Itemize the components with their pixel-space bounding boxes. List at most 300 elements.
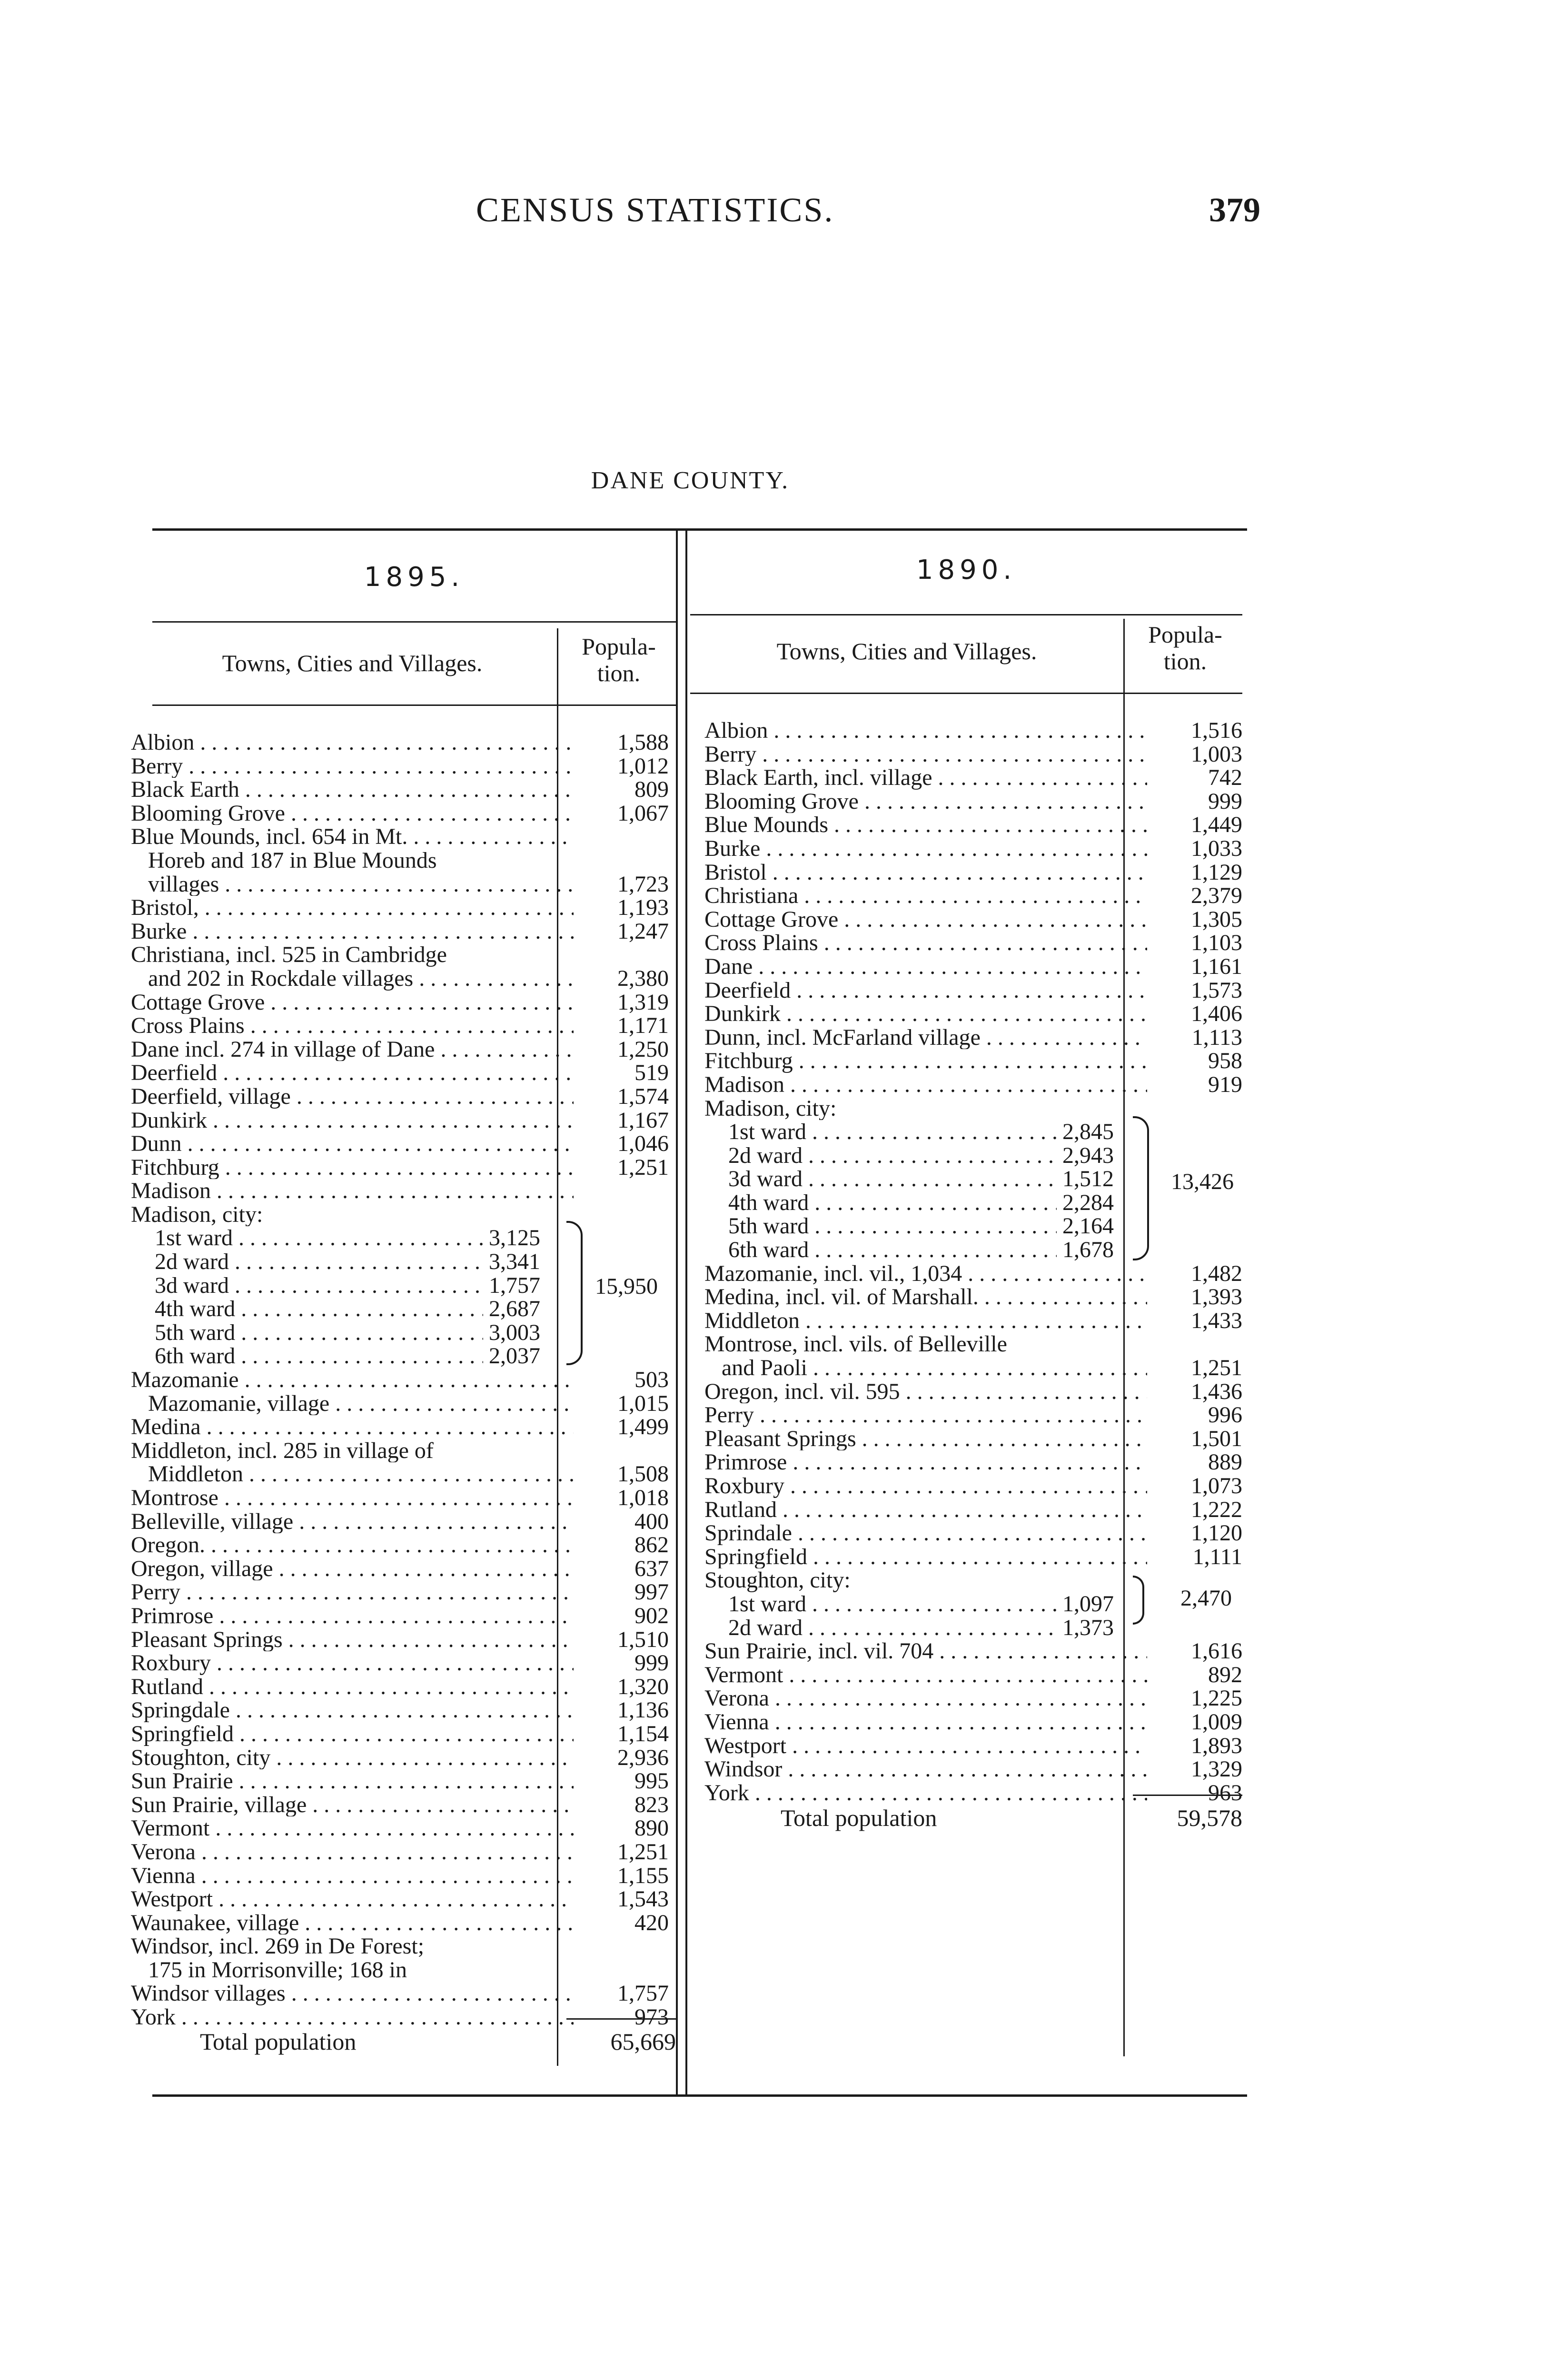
table-row xyxy=(131,1462,669,1486)
table-row xyxy=(131,1274,669,1298)
table-row xyxy=(704,1238,1242,1262)
table-row xyxy=(131,1179,669,1203)
row-population: 1,171 xyxy=(617,1014,669,1038)
year-1890: 1890. xyxy=(916,555,1017,585)
row-name: Black Earth . . . xyxy=(131,778,574,802)
running-head: CENSUS STATISTICS. xyxy=(476,191,834,229)
page-number: 379 xyxy=(1209,191,1260,229)
table-row xyxy=(704,1191,1242,1215)
row-population: 999 xyxy=(634,1651,669,1675)
row-population: 1,516 xyxy=(1191,719,1242,743)
right-madison-total: 13,426 xyxy=(1171,1169,1234,1194)
table-row xyxy=(131,754,669,778)
row-population: 1,251 xyxy=(1191,1356,1242,1380)
row-name: 2d ward . . . xyxy=(131,1250,483,1274)
row-population: 1,543 xyxy=(617,1887,669,1911)
table-row xyxy=(131,1439,669,1463)
table-row xyxy=(704,1403,1242,1427)
row-population: 1,320 xyxy=(617,1675,669,1699)
row-name: Middleton . . . xyxy=(131,1462,574,1486)
row-name: Pleasant Springs . . . xyxy=(704,1427,1147,1451)
row-population: 1,225 xyxy=(1191,1686,1242,1710)
row-name: Blooming Grove . . . xyxy=(704,790,1147,813)
row-name: Perry . . . xyxy=(131,1580,574,1604)
row-name: Windsor . . . xyxy=(704,1757,1147,1781)
center-double-rule-b xyxy=(685,528,687,2094)
row-population: 1,893 xyxy=(1191,1734,1242,1758)
table-row xyxy=(704,1120,1242,1144)
row-name: Fitchburg . . . xyxy=(131,1156,574,1180)
row-population: 1,251 xyxy=(617,1840,669,1864)
row-population: 1,393 xyxy=(1191,1285,1242,1309)
row-name: Horeb and 187 in Blue Mounds xyxy=(148,848,437,873)
row-population: 1,161 xyxy=(1191,954,1242,979)
row-population: 1,329 xyxy=(1191,1757,1242,1781)
row-population: 1,406 xyxy=(1191,1002,1242,1026)
row-population: 919 xyxy=(1208,1072,1242,1097)
row-name: Deerfield, village . . . xyxy=(131,1085,574,1109)
row-name: Belleville, village . . . xyxy=(131,1510,574,1534)
table-row xyxy=(704,1757,1242,1781)
table-row xyxy=(704,1049,1242,1073)
row-population: 862 xyxy=(634,1533,669,1557)
table-row xyxy=(704,1262,1242,1286)
row-population: 1,015 xyxy=(617,1391,669,1416)
row-name: 6th ward . . . xyxy=(704,1238,1057,1262)
row-name: Pleasant Springs . . . xyxy=(131,1628,574,1652)
left-madison-total: 15,950 xyxy=(595,1274,658,1299)
row-population: 1,012 xyxy=(617,754,669,778)
row-name: Oregon, village . . . xyxy=(131,1557,574,1581)
table-row xyxy=(704,1144,1242,1168)
row-name: 4th ward . . . xyxy=(704,1191,1057,1215)
row-population: 1,433 xyxy=(1191,1309,1242,1333)
row-population: 1,155 xyxy=(617,1864,669,1888)
row-population: 1,018 xyxy=(617,1486,669,1510)
table-row xyxy=(131,1368,669,1392)
row-population: 637 xyxy=(634,1557,669,1581)
ward-population: 1,757 xyxy=(489,1273,540,1298)
table-row xyxy=(704,1002,1242,1026)
table-row xyxy=(131,1109,669,1132)
row-name: Berry . . . xyxy=(704,743,1147,766)
row-population: 1,510 xyxy=(617,1627,669,1652)
row-population: 1,003 xyxy=(1191,742,1242,766)
row-population: 1,723 xyxy=(617,872,669,896)
row-population: 958 xyxy=(1208,1049,1242,1073)
table-row xyxy=(704,1781,1242,1805)
row-population: 1,319 xyxy=(617,990,669,1014)
table-row xyxy=(704,1427,1242,1451)
row-population: 1,251 xyxy=(617,1155,669,1180)
row-population: 997 xyxy=(634,1580,669,1604)
row-name: Primrose . . . xyxy=(131,1604,574,1628)
row-name: Madison, city: xyxy=(131,1202,263,1227)
row-population: 1,167 xyxy=(617,1108,669,1132)
row-population: 1,120 xyxy=(1191,1521,1242,1545)
row-name: Montrose . . . xyxy=(131,1486,574,1510)
row-name: Rutland . . . xyxy=(131,1675,574,1699)
row-name: Roxbury . . . xyxy=(704,1474,1147,1498)
row-name: Perry . . . xyxy=(704,1403,1147,1427)
row-name: Sun Prairie . . . xyxy=(131,1769,574,1793)
table-row xyxy=(131,1132,669,1156)
table-row xyxy=(131,1486,669,1510)
row-population: 1,616 xyxy=(1191,1639,1242,1663)
row-name: Windsor, incl. 269 in De Forest; xyxy=(131,1934,425,1958)
table-row xyxy=(131,2005,669,2029)
table-row xyxy=(704,1356,1242,1380)
right-total-value: 59,578 xyxy=(1177,1805,1242,1831)
ward-population: 2,164 xyxy=(1062,1214,1114,1239)
row-population: 1,247 xyxy=(617,919,669,943)
row-name: 3d ward . . . xyxy=(704,1167,1057,1191)
table-row xyxy=(704,1309,1242,1333)
row-name: Mazomanie, incl. vil., 1,034 . . . xyxy=(704,1262,1147,1286)
row-population: 1,588 xyxy=(617,731,669,754)
row-population: 1,222 xyxy=(1191,1497,1242,1522)
row-name: Oregon. . . . xyxy=(131,1533,574,1557)
ward-population: 1,097 xyxy=(1062,1592,1114,1616)
table-row xyxy=(131,1675,669,1699)
table-row xyxy=(704,1097,1242,1121)
row-population: 1,154 xyxy=(617,1722,669,1746)
table-row xyxy=(131,1203,669,1227)
table-row xyxy=(704,766,1242,790)
table-row xyxy=(131,1840,669,1864)
row-population: 2,936 xyxy=(617,1745,669,1770)
row-population: 1,250 xyxy=(617,1037,669,1061)
right-col-pop-header: Popula-tion. xyxy=(1148,621,1222,674)
table-row xyxy=(704,1332,1242,1356)
row-name: Primrose . . . xyxy=(704,1450,1147,1474)
table-row xyxy=(131,1604,669,1628)
row-name: Berry . . . xyxy=(131,754,574,778)
row-name: Vienna . . . xyxy=(704,1710,1147,1734)
row-name: Springfield . . . xyxy=(131,1722,574,1746)
row-name: Cross Plains . . . xyxy=(704,931,1147,955)
left-header-rule xyxy=(152,621,676,623)
table-row xyxy=(704,1734,1242,1758)
row-name: Black Earth, incl. village . . . xyxy=(704,766,1147,790)
right-total-label: Total population xyxy=(781,1805,937,1831)
table-row xyxy=(131,1651,669,1675)
table-row xyxy=(131,1769,669,1793)
ward-population: 2,845 xyxy=(1062,1120,1114,1144)
row-population: 1,067 xyxy=(617,801,669,825)
row-population: 1,499 xyxy=(617,1415,669,1439)
table-row xyxy=(704,1686,1242,1710)
table-row xyxy=(131,1156,669,1180)
left-madison-brace xyxy=(566,1221,583,1365)
row-population: 999 xyxy=(1208,789,1242,813)
row-name: Blue Mounds . . . xyxy=(704,813,1147,837)
right-colhead-rule xyxy=(690,693,1242,694)
row-name: Bristol, . . . xyxy=(131,896,574,920)
row-name: 2d ward . . . xyxy=(704,1616,1057,1640)
table-row xyxy=(131,1226,669,1250)
row-population: 1,103 xyxy=(1191,931,1242,955)
table-row xyxy=(131,1982,669,2005)
ward-population: 3,125 xyxy=(489,1226,540,1250)
table-row xyxy=(131,1297,669,1321)
county-title: DANE COUNTY. xyxy=(591,467,790,494)
left-rows xyxy=(131,731,669,2029)
table-row xyxy=(131,1958,669,1982)
row-name: Deerfield . . . xyxy=(704,979,1147,1002)
row-name: Dunkirk . . . xyxy=(131,1109,574,1132)
row-population: 1,449 xyxy=(1191,813,1242,837)
row-population: 1,136 xyxy=(617,1698,669,1722)
ward-population: 2,284 xyxy=(1062,1190,1114,1215)
row-population: 1,073 xyxy=(1191,1474,1242,1498)
table-row xyxy=(131,1038,669,1061)
table-row xyxy=(131,896,669,920)
row-name: Westport . . . xyxy=(131,1887,574,1911)
left-total-value: 65,669 xyxy=(610,2028,676,2055)
table-row xyxy=(704,1167,1242,1191)
table-row xyxy=(131,1392,669,1416)
row-population: 1,305 xyxy=(1191,907,1242,932)
row-population: 1,129 xyxy=(1191,860,1242,884)
row-population: 2,379 xyxy=(1191,884,1242,908)
table-row xyxy=(131,731,669,754)
row-population: 809 xyxy=(634,778,669,802)
row-name: and 202 in Rockdale villages . . . xyxy=(131,967,574,991)
row-name: Stoughton, city: xyxy=(704,1568,851,1592)
table-row xyxy=(131,920,669,943)
row-name: Dane incl. 274 in village of Dane . . . xyxy=(131,1038,574,1061)
table-row xyxy=(704,955,1242,979)
table-row xyxy=(704,1545,1242,1569)
right-col-name-header: Towns, Cities and Villages. xyxy=(776,638,1037,664)
table-row xyxy=(131,943,669,967)
table-row xyxy=(131,991,669,1014)
table-row xyxy=(704,1521,1242,1545)
table-row xyxy=(704,1616,1242,1640)
table-row xyxy=(131,967,669,991)
row-name: Burke . . . xyxy=(131,920,574,943)
row-name: Windsor villages . . . xyxy=(131,1982,574,2005)
row-name: Waunakee, village . . . xyxy=(131,1911,574,1935)
row-name: 2d ward . . . xyxy=(704,1144,1057,1168)
ward-population: 1,373 xyxy=(1062,1616,1114,1640)
row-population: 1,009 xyxy=(1191,1710,1242,1734)
year-1895: 1895. xyxy=(364,562,465,593)
row-name: Blooming Grove . . . xyxy=(131,802,574,825)
row-name: Sun Prairie, incl. vil. 704 . . . xyxy=(704,1639,1147,1663)
row-name: Dunn . . . xyxy=(131,1132,574,1156)
row-population: 963 xyxy=(1208,1781,1242,1805)
table-row xyxy=(131,825,669,849)
table-row xyxy=(131,1415,669,1439)
row-name: 1st ward . . . xyxy=(704,1120,1057,1144)
right-stoughton-brace xyxy=(1133,1576,1144,1625)
table-row xyxy=(131,1557,669,1581)
table-row xyxy=(704,1498,1242,1522)
table-row xyxy=(131,1533,669,1557)
row-name: and Paoli . . . xyxy=(704,1356,1147,1380)
row-population: 890 xyxy=(634,1816,669,1840)
row-name: Sun Prairie, village . . . xyxy=(131,1793,574,1817)
table-row xyxy=(131,1085,669,1109)
row-name: Springfield . . . xyxy=(704,1545,1147,1569)
table-row xyxy=(704,813,1242,837)
row-population: 902 xyxy=(634,1604,669,1628)
ward-population: 1,512 xyxy=(1062,1167,1114,1191)
right-rows xyxy=(704,719,1242,1805)
table-row xyxy=(131,1793,669,1817)
left-total-label: Total population xyxy=(200,2028,357,2055)
table-row xyxy=(131,1746,669,1770)
row-population: 1,113 xyxy=(1191,1025,1242,1050)
row-name: Dunn, incl. McFarland village . . . xyxy=(704,1026,1147,1050)
table-row xyxy=(131,1698,669,1722)
row-name: 1st ward . . . xyxy=(704,1592,1057,1616)
row-population: 889 xyxy=(1208,1450,1242,1474)
table-row xyxy=(131,1934,669,1958)
right-madison-brace xyxy=(1133,1116,1149,1260)
row-name: Mazomanie . . . xyxy=(131,1368,574,1392)
row-name: Vermont . . . xyxy=(131,1816,574,1840)
table-row xyxy=(131,1864,669,1888)
table-row xyxy=(131,1250,669,1274)
row-name: Blue Mounds, incl. 654 in Mt. . . . xyxy=(131,825,574,849)
table-row xyxy=(704,1592,1242,1616)
row-population: 420 xyxy=(634,1911,669,1935)
table-row xyxy=(704,1214,1242,1238)
ward-population: 3,003 xyxy=(489,1320,540,1345)
row-population: 823 xyxy=(634,1793,669,1817)
row-name: York . . . xyxy=(131,2005,574,2029)
table-row xyxy=(131,1510,669,1534)
left-total xyxy=(200,2028,676,2055)
center-double-rule-a xyxy=(676,528,678,2094)
table-row xyxy=(131,778,669,802)
table-row xyxy=(131,1816,669,1840)
row-population: 1,573 xyxy=(1191,978,1242,1002)
row-name: Burke . . . xyxy=(704,837,1147,861)
row-name: Albion . . . xyxy=(131,731,574,754)
row-name: Fitchburg . . . xyxy=(704,1049,1147,1073)
left-col-pop-header: Popula-tion. xyxy=(582,633,656,686)
row-name: Springdale . . . xyxy=(131,1698,574,1722)
table-row xyxy=(704,908,1242,932)
table-row xyxy=(704,1710,1242,1734)
table-row xyxy=(704,837,1242,861)
row-name: York . . . xyxy=(704,1781,1147,1805)
row-name: Vienna . . . xyxy=(131,1864,574,1888)
row-name: Dane . . . xyxy=(704,955,1147,979)
table-row xyxy=(131,873,669,896)
table-row xyxy=(131,802,669,825)
row-name: Cottage Grove . . . xyxy=(131,991,574,1014)
table-row xyxy=(704,1568,1242,1592)
row-name: Rutland . . . xyxy=(704,1498,1147,1522)
table-row xyxy=(131,1014,669,1038)
ward-population: 2,943 xyxy=(1062,1143,1114,1168)
table-row xyxy=(704,1285,1242,1309)
row-name: Middleton, incl. 285 in village of xyxy=(131,1438,434,1463)
row-population: 1,436 xyxy=(1191,1379,1242,1404)
row-name: Madison . . . xyxy=(704,1073,1147,1097)
row-name: Verona . . . xyxy=(704,1686,1147,1710)
row-population: 1,193 xyxy=(617,896,669,920)
row-name: Medina . . . xyxy=(131,1415,574,1439)
table-row xyxy=(704,1663,1242,1687)
row-name: Dunkirk . . . xyxy=(704,1002,1147,1026)
row-population: 519 xyxy=(634,1061,669,1085)
row-name: Westport . . . xyxy=(704,1734,1147,1758)
table-row xyxy=(704,719,1242,743)
right-header-rule xyxy=(690,614,1242,615)
row-population: 892 xyxy=(1208,1663,1242,1687)
row-name: Verona . . . xyxy=(131,1840,574,1864)
row-population: 1,574 xyxy=(617,1084,669,1109)
table-row xyxy=(131,1911,669,1935)
row-name: Middleton . . . xyxy=(704,1309,1147,1333)
row-name: Oregon, incl. vil. 595 . . . xyxy=(704,1380,1147,1404)
row-population: 400 xyxy=(634,1509,669,1534)
row-population: 1,482 xyxy=(1191,1261,1242,1286)
left-colhead-rule xyxy=(152,704,676,706)
table-row xyxy=(131,1580,669,1604)
row-population: 742 xyxy=(1208,766,1242,790)
row-name: 5th ward . . . xyxy=(704,1214,1057,1238)
row-name: Vermont . . . xyxy=(704,1663,1147,1687)
row-population: 1,046 xyxy=(617,1132,669,1156)
row-population: 503 xyxy=(634,1368,669,1392)
table-row xyxy=(131,1344,669,1368)
table-row xyxy=(131,849,669,873)
table-row xyxy=(131,1061,669,1085)
right-stoughton-total: 2,470 xyxy=(1180,1586,1232,1611)
row-name: Bristol . . . xyxy=(704,861,1147,884)
row-population: 1,111 xyxy=(1192,1545,1242,1569)
row-name: Christiana . . . xyxy=(704,884,1147,908)
row-name: Christiana, incl. 525 in Cambridge xyxy=(131,943,447,967)
row-population: 996 xyxy=(1208,1403,1242,1427)
table-row xyxy=(704,861,1242,884)
row-name: Stoughton, city . . . xyxy=(131,1746,574,1770)
table-row xyxy=(704,1639,1242,1663)
row-population: 1,757 xyxy=(617,1982,669,2006)
ward-population: 3,341 xyxy=(489,1250,540,1274)
ward-population: 2,687 xyxy=(489,1297,540,1321)
table-row xyxy=(704,931,1242,955)
table-row xyxy=(704,884,1242,908)
table-bottom-rule xyxy=(152,2094,1247,2097)
right-total xyxy=(781,1804,1242,1832)
table-row xyxy=(704,1380,1242,1404)
table-row xyxy=(704,743,1242,766)
row-name: 4th ward . . . xyxy=(131,1297,483,1321)
table-row xyxy=(131,1321,669,1345)
ward-population: 2,037 xyxy=(489,1344,540,1368)
row-name: Montrose, incl. vils. of Belleville xyxy=(704,1332,1007,1357)
table-top-rule xyxy=(152,528,1247,531)
ward-population: 1,678 xyxy=(1062,1238,1114,1262)
table-row xyxy=(704,979,1242,1002)
row-name: Cottage Grove . . . xyxy=(704,908,1147,932)
row-name: Cross Plains . . . xyxy=(131,1014,574,1038)
row-population: 2,380 xyxy=(617,966,669,991)
row-name: Medina, incl. vil. of Marshall. . . . xyxy=(704,1285,1147,1309)
row-name: Mazomanie, village . . . xyxy=(131,1392,574,1416)
row-population: 1,501 xyxy=(1191,1427,1242,1451)
table-row xyxy=(131,1887,669,1911)
table-row xyxy=(131,1628,669,1652)
